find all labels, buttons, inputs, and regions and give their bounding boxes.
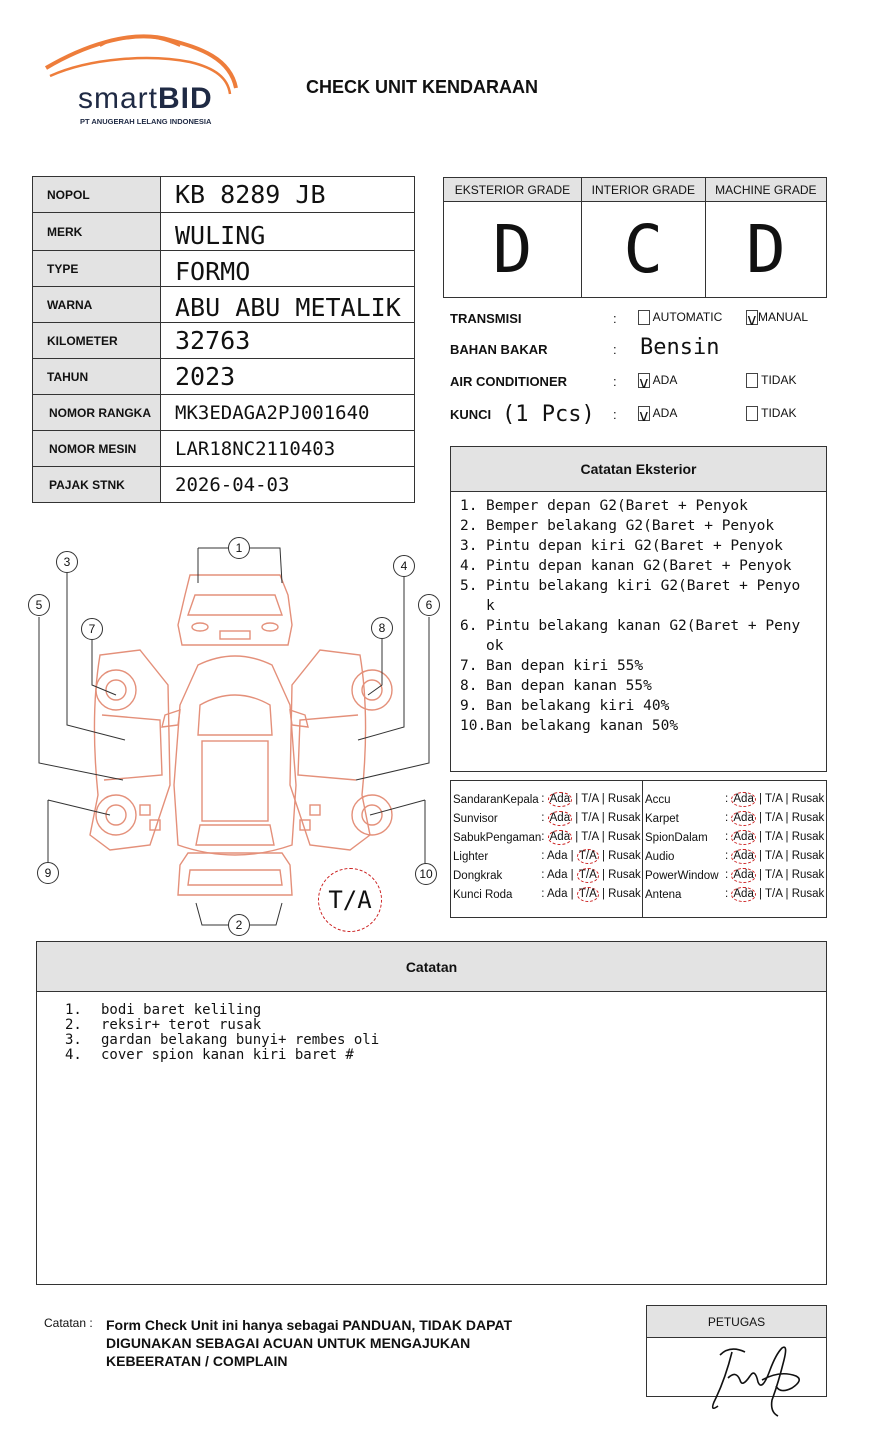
accessory-option-ta[interactable]: T/A xyxy=(578,850,597,862)
accessory-row xyxy=(645,828,824,847)
vehicle-info-table xyxy=(32,176,415,503)
label-warna: WARNA xyxy=(33,287,161,323)
accessory-option-ta[interactable]: T/A xyxy=(765,888,783,900)
interior-grade-value: C xyxy=(581,202,705,298)
accessories-box xyxy=(450,780,827,918)
kunci-label: KUNCI xyxy=(450,407,492,422)
value-merk: WULING xyxy=(161,213,415,251)
exterior-note-item xyxy=(460,556,826,576)
kunci-ada-label: ADA xyxy=(652,406,678,420)
catatan-box xyxy=(36,941,827,1285)
accessory-name: PowerWindow xyxy=(645,869,719,882)
exterior-note-number: 8. xyxy=(460,678,478,694)
accessory-option-ada[interactable]: Ada xyxy=(547,869,568,881)
transmisi-label: TRANSMISI xyxy=(450,311,522,326)
kunci-ada-check-mark: v xyxy=(639,406,649,426)
accessory-option-ada[interactable]: Ada xyxy=(733,869,754,881)
kunci-ada-option xyxy=(638,406,678,426)
accessory-row xyxy=(645,809,824,828)
logo-text-bid: BID xyxy=(158,82,213,115)
grade-table xyxy=(443,177,827,298)
label-kilometer: KILOMETER xyxy=(33,323,161,359)
exterior-note-number: 7. xyxy=(460,658,478,674)
marker-3: 3 xyxy=(56,551,78,573)
exterior-note-item xyxy=(460,616,826,636)
accessory-name: Dongkrak xyxy=(453,869,503,882)
automatic-checkbox[interactable] xyxy=(638,310,650,325)
value-tahun: 2023 xyxy=(161,359,415,395)
colon: : xyxy=(613,342,617,357)
accessory-row xyxy=(453,790,641,809)
accessory-row xyxy=(453,866,641,885)
exterior-note-text: Ban depan kiri 55% xyxy=(486,658,644,674)
accessory-option-rusak[interactable]: Rusak xyxy=(791,888,825,900)
accessory-option-ta[interactable]: T/A xyxy=(581,793,599,805)
exterior-note-item xyxy=(460,676,826,696)
ac-ada-check-mark: v xyxy=(639,373,649,393)
value-type: FORMO xyxy=(161,251,415,287)
marker-6: 6 xyxy=(418,594,440,616)
accessory-option-rusak[interactable]: Rusak xyxy=(607,812,641,824)
ac-ada-checkbox[interactable] xyxy=(638,373,650,393)
exterior-note-item xyxy=(460,716,826,736)
accessory-options: : Ada | T/A | Rusak xyxy=(725,812,825,824)
label-nopol: NOPOL xyxy=(33,177,161,213)
exterior-note-number: 10. xyxy=(460,718,487,734)
accessory-option-rusak[interactable]: Rusak xyxy=(608,869,641,881)
accessory-option-rusak[interactable]: Rusak xyxy=(607,793,641,805)
kunci-ada-checkbox[interactable] xyxy=(638,406,650,426)
exterior-note-text: Bemper depan G2(Baret + Penyok xyxy=(486,498,748,514)
catatan-text: cover spion kanan kiri baret # xyxy=(101,1047,354,1063)
accessory-name: Karpet xyxy=(645,812,679,825)
footer-line-2: DIGUNAKAN SEBAGAI ACUAN UNTUK MENGAJUKAN xyxy=(106,1335,471,1351)
kunci-tidak-option xyxy=(746,406,796,421)
accessory-row xyxy=(645,885,824,904)
exterior-note-number: 2. xyxy=(460,518,478,534)
accessory-row xyxy=(453,828,641,847)
exterior-note-item xyxy=(460,516,826,536)
value-nomor-mesin: LAR18NC2110403 xyxy=(161,431,415,467)
ta-stamp-text: T/A xyxy=(328,886,372,914)
catatan-item xyxy=(65,1048,826,1063)
ta-stamp xyxy=(318,868,382,932)
accessory-options: : Ada | T/A | Rusak xyxy=(541,831,641,843)
exterior-note-continuation xyxy=(460,596,826,616)
accessory-name: SandaranKepala xyxy=(453,793,539,806)
colon: : xyxy=(613,311,617,326)
header-interior-grade: INTERIOR GRADE xyxy=(581,178,705,202)
manual-check-mark: v xyxy=(747,310,757,330)
accessory-row xyxy=(645,866,824,885)
accessory-row xyxy=(453,847,641,866)
logo-text-smart: smart xyxy=(78,82,158,115)
bahan-bakar-label: BAHAN BAKAR xyxy=(450,342,548,357)
page-title: CHECK UNIT KENDARAAN xyxy=(306,77,538,97)
ac-ada-option xyxy=(638,373,678,393)
accessory-options: : Ada | T/A | Rusak xyxy=(725,869,825,881)
label-tahun: TAHUN xyxy=(33,359,161,395)
accessory-option-rusak[interactable]: Rusak xyxy=(608,888,641,900)
manual-checkbox[interactable] xyxy=(746,310,758,330)
label-nomor-rangka: NOMOR RANGKA xyxy=(33,395,161,431)
accessory-option-rusak[interactable]: Rusak xyxy=(791,850,825,862)
label-type: TYPE xyxy=(33,251,161,287)
exterior-note-text: Ban belakang kiri 40% xyxy=(486,698,670,714)
exterior-note-item xyxy=(460,496,826,516)
exterior-note-item xyxy=(460,656,826,676)
accessory-options: : Ada | T/A | Rusak xyxy=(541,888,641,900)
exterior-note-text: Ban depan kanan 55% xyxy=(486,678,652,694)
accessory-option-ta[interactable]: T/A xyxy=(765,793,783,805)
exterior-note-item xyxy=(460,696,826,716)
accessories-right xyxy=(645,790,824,904)
label-pajak-stnk: PAJAK STNK xyxy=(33,467,161,503)
footer-line-1: Form Check Unit ini hanya sebagai PANDUAN, TIDAK DAPAT xyxy=(106,1317,513,1333)
catatan-item xyxy=(65,1033,826,1048)
exterior-note-text: Pintu depan kiri G2(Baret + Penyok xyxy=(486,538,783,554)
accessory-option-ada[interactable]: Ada xyxy=(547,888,568,900)
accessory-option-rusak[interactable]: Rusak xyxy=(791,812,825,824)
accessory-option-ta[interactable]: T/A xyxy=(581,812,599,824)
accessory-option-ada[interactable]: Ada xyxy=(733,850,754,862)
accessory-option-ta[interactable]: T/A xyxy=(581,831,599,843)
accessory-options: : Ada | T/A | Rusak xyxy=(541,812,641,824)
catatan-number: 1. xyxy=(65,1002,82,1018)
accessory-options: : Ada | T/A | Rusak xyxy=(541,793,641,805)
accessory-option-ada[interactable]: Ada xyxy=(733,793,754,805)
marker-1: 1 xyxy=(228,537,250,559)
accessory-options: : Ada | T/A | Rusak xyxy=(541,850,641,862)
exterior-note-text: Pintu belakang kanan G2(Baret + Peny xyxy=(486,618,801,634)
exterior-note-number: 5. xyxy=(460,578,478,594)
value-nomor-rangka: MK3EDAGA2PJ001640 xyxy=(161,395,415,431)
accessory-options: : Ada | T/A | Rusak xyxy=(541,869,641,881)
label-nomor-mesin: NOMOR MESIN xyxy=(33,431,161,467)
exterior-note-number: 3. xyxy=(460,538,478,554)
accessory-option-ta[interactable]: T/A xyxy=(765,831,783,843)
catatan-list xyxy=(37,992,826,1063)
exterior-note-continuation xyxy=(460,636,826,656)
accessory-option-ada[interactable]: Ada xyxy=(733,812,754,824)
accessory-row xyxy=(645,790,824,809)
kunci-tidak-label: TIDAK xyxy=(761,406,797,420)
petugas-title: PETUGAS xyxy=(647,1306,826,1338)
accessory-option-ta[interactable]: T/A xyxy=(578,888,597,900)
exterior-note-text: Pintu depan kanan G2(Baret + Penyok xyxy=(486,558,792,574)
exterior-note-number: 9. xyxy=(460,698,478,714)
accessory-row xyxy=(453,809,641,828)
catatan-number: 4. xyxy=(65,1047,82,1063)
label-merk: MERK xyxy=(33,213,161,251)
machine-grade-value: D xyxy=(705,202,826,298)
accessory-option-rusak[interactable]: Rusak xyxy=(791,831,825,843)
accessory-option-ada[interactable]: Ada xyxy=(733,831,754,843)
catatan-item xyxy=(65,1003,826,1018)
footer-disclaimer xyxy=(106,1316,512,1370)
ac-tidak-option xyxy=(746,373,796,388)
accessory-option-ta[interactable]: T/A xyxy=(765,850,783,862)
exterior-note-text: Ban belakang kanan 50% xyxy=(486,718,679,734)
company-logo xyxy=(40,28,250,132)
catatan-number: 3. xyxy=(65,1032,82,1048)
catatan-text: reksir+ terot rusak xyxy=(101,1017,262,1033)
accessory-option-ada[interactable]: Ada xyxy=(547,850,568,862)
exterior-note-item xyxy=(460,536,826,556)
accessory-name: SpionDalam xyxy=(645,831,708,844)
value-warna: ABU ABU METALIK xyxy=(161,287,415,323)
exterior-grade-value: D xyxy=(444,202,582,298)
signature-icon xyxy=(700,1340,810,1420)
marker-5: 5 xyxy=(28,594,50,616)
accessory-option-rusak[interactable]: Rusak xyxy=(608,850,641,862)
accessory-options: : Ada | T/A | Rusak xyxy=(725,793,825,805)
accessory-options: : Ada | T/A | Rusak xyxy=(725,831,825,843)
accessory-name: Accu xyxy=(645,793,671,806)
accessory-name: SabukPengaman xyxy=(453,831,542,844)
kunci-count: (1 Pcs) xyxy=(502,402,595,427)
marker-10: 10 xyxy=(415,863,437,885)
specs-section xyxy=(450,305,830,435)
accessory-name: Audio xyxy=(645,850,675,863)
exterior-notes-list xyxy=(451,492,826,736)
exterior-note-text-cont: k xyxy=(486,598,495,614)
accessory-name: Antena xyxy=(645,888,682,901)
marker-4: 4 xyxy=(393,555,415,577)
exterior-note-text: Pintu belakang kiri G2(Baret + Penyo xyxy=(486,578,801,594)
marker-9: 9 xyxy=(37,862,59,884)
accessory-name: Kunci Roda xyxy=(453,888,513,901)
accessory-row xyxy=(453,885,641,904)
ac-tidak-checkbox[interactable] xyxy=(746,373,758,388)
bahan-bakar-value: Bensin xyxy=(640,335,720,360)
footer-line-3: KEBEERATAN / COMPLAIN xyxy=(106,1353,288,1369)
catatan-item xyxy=(65,1018,826,1033)
accessory-row xyxy=(645,847,824,866)
manual-option xyxy=(746,310,809,330)
accessories-left xyxy=(453,790,641,904)
accessory-options: : Ada | T/A | Rusak xyxy=(725,850,825,862)
accessory-options: : Ada | T/A | Rusak xyxy=(725,888,825,900)
value-nopol: KB 8289 JB xyxy=(161,177,415,213)
accessory-name: Sunvisor xyxy=(453,812,498,825)
exterior-note-item xyxy=(460,576,826,596)
accessory-option-ta[interactable]: T/A xyxy=(765,869,783,881)
exterior-note-text-cont: ok xyxy=(486,638,504,654)
exterior-note-text: Bemper belakang G2(Baret + Penyok xyxy=(486,518,775,534)
catatan-text: bodi baret keliling xyxy=(101,1002,262,1018)
exterior-note-number: 1. xyxy=(460,498,478,514)
ac-tidak-label: TIDAK xyxy=(761,373,797,387)
catatan-title: Catatan xyxy=(37,942,826,992)
accessory-option-rusak[interactable]: Rusak xyxy=(791,869,825,881)
accessory-option-ta[interactable]: T/A xyxy=(578,869,597,881)
header-machine-grade: MACHINE GRADE xyxy=(705,178,826,202)
header-exterior-grade: EKSTERIOR GRADE xyxy=(444,178,582,202)
kunci-tidak-checkbox[interactable] xyxy=(746,406,758,421)
exterior-note-number: 6. xyxy=(460,618,478,634)
accessory-option-rusak[interactable]: Rusak xyxy=(607,831,641,843)
ac-label: AIR CONDITIONER xyxy=(450,374,567,389)
accessory-name: Lighter xyxy=(453,850,489,863)
ac-ada-label: ADA xyxy=(652,373,678,387)
catatan-text: gardan belakang bunyi+ rembes oli xyxy=(101,1032,380,1048)
value-pajak-stnk: 2026-04-03 xyxy=(161,467,415,503)
catatan-number: 2. xyxy=(65,1017,82,1033)
exterior-notes-title: Catatan Eksterior xyxy=(451,447,826,492)
accessory-option-ada[interactable]: Ada xyxy=(549,812,571,824)
value-kilometer: 32763 xyxy=(161,323,415,359)
accessory-option-rusak[interactable]: Rusak xyxy=(791,793,825,805)
car-damage-diagram xyxy=(20,535,440,935)
marker-8: 8 xyxy=(371,617,393,639)
accessory-option-ada[interactable]: Ada xyxy=(733,888,754,900)
manual-label: MANUAL xyxy=(758,310,809,324)
car-outline-icon xyxy=(20,535,440,935)
automatic-label: AUTOMATIC xyxy=(652,310,723,324)
accessory-option-ada[interactable]: Ada xyxy=(549,831,571,843)
accessory-option-ada[interactable]: Ada xyxy=(549,793,571,805)
accessory-option-ta[interactable]: T/A xyxy=(765,812,783,824)
automatic-option xyxy=(638,310,722,325)
logo-company-name: PT ANUGERAH LELANG INDONESIA xyxy=(80,117,212,126)
colon: : xyxy=(613,407,617,422)
footer-label: Catatan : xyxy=(44,1316,93,1330)
marker-7: 7 xyxy=(81,618,103,640)
exterior-notes-box xyxy=(450,446,827,772)
exterior-note-number: 4. xyxy=(460,558,478,574)
colon: : xyxy=(613,374,617,389)
marker-2: 2 xyxy=(228,914,250,936)
